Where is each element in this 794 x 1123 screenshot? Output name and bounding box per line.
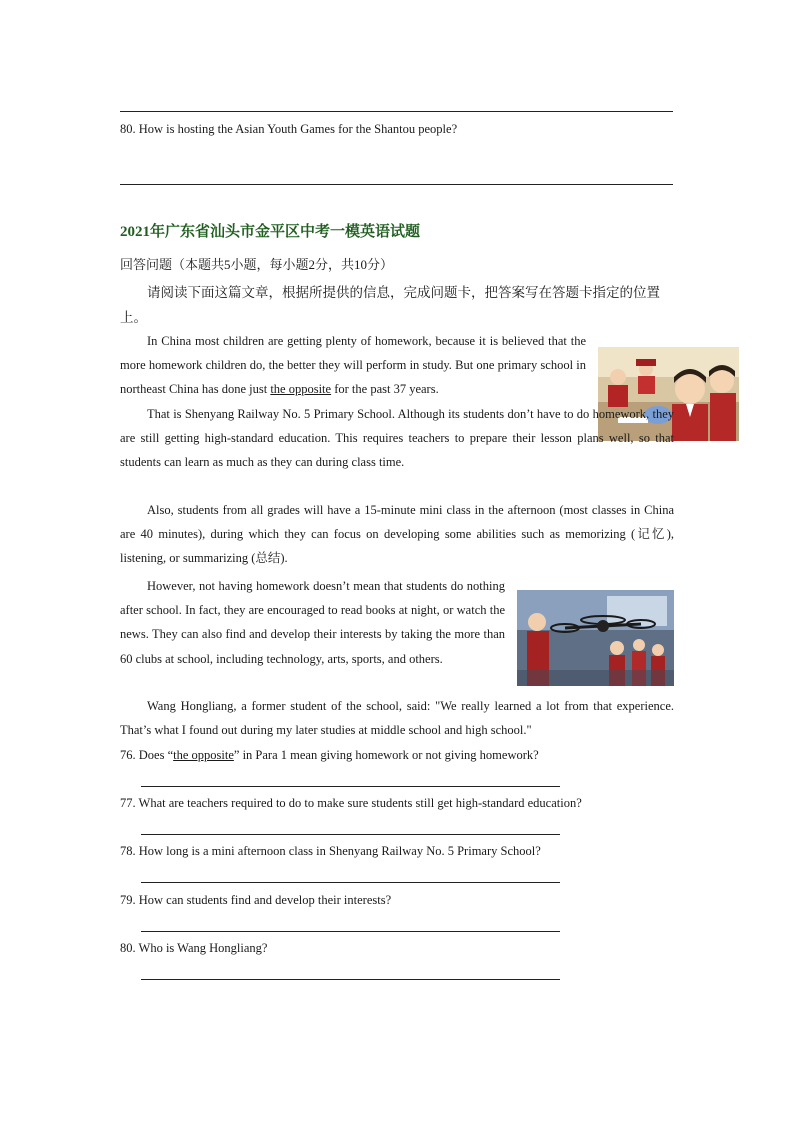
paragraph-1-text: In China most children are getting plenty of homework, because it is believed that the more homework children do, the better they will perform in study. But one primary school in northeast China has done just: [120, 334, 586, 397]
reading-intro: 请阅读下面这篇文章，根据所提供的信息，完成问题卡，把答案写在答题卡指定的位置上。: [120, 285, 660, 325]
answer-line-76[interactable]: [141, 786, 560, 787]
q76-start: 76. Does “: [120, 748, 174, 762]
paragraph-2-text: That is Shenyang Railway No. 5 Primary School. Although its students don’t have to do homework, they are still getting high-standard education. This requires teachers to prepare their lesson plans well, so that students can learn as much as they can during class time.: [120, 407, 674, 470]
answer-line-79[interactable]: [141, 931, 560, 932]
answer-line-78[interactable]: [141, 882, 560, 883]
question-80: 80. Who is Wang Hongliang?: [120, 941, 268, 955]
question-77: 77. What are teachers required to do to make sure students still get high-standard education?: [120, 796, 582, 810]
passage-paragraph-1: [120, 329, 586, 402]
question-80-prev: 80. How is hosting the Asian Youth Games for the Shantou people?: [120, 122, 458, 136]
question-78: 78. How long is a mini afternoon class in Shenyang Railway No. 5 Primary School?: [120, 844, 541, 858]
answer-line-77[interactable]: [141, 834, 560, 835]
drone-club-photo: [517, 590, 674, 686]
question-76: [120, 747, 539, 763]
underlined-phrase: the opposite: [270, 382, 332, 397]
paragraph-1-end: for the past 37 years.: [331, 382, 439, 397]
q76-underlined: the opposite: [173, 748, 234, 762]
paragraph-5-text: Wang Hongliang, a former student of the school, said: "We really learned a lot from that experience. That’s what I found out during my later studies at middle school and high school.": [120, 699, 674, 738]
passage-paragraph-4: [120, 574, 505, 671]
answer-line-80[interactable]: [141, 979, 560, 980]
exam-title: 2021年广东省汕头市金平区中考一模英语试题: [120, 224, 421, 240]
section-instructions: 回答问题（本题共5小题，每小题2分，共10分）: [120, 257, 394, 272]
passage-paragraph-3: [120, 498, 674, 571]
answer-line[interactable]: [120, 111, 673, 112]
answer-line[interactable]: [120, 184, 673, 185]
passage-paragraph-5: [120, 694, 674, 742]
q76-end: ” in Para 1 mean giving homework or not giving homework?: [233, 748, 539, 762]
paragraph-4-text: However, not having homework doesn’t mean that students do nothing after school. In fact, they are encouraged to read books at night, or watch the news. They can also find and develop their interests by taking the more than 60 clubs at school, including technology, arts, sports, and others.: [120, 579, 505, 666]
question-79: 79. How can students find and develop their interests?: [120, 893, 392, 907]
paragraph-3-text: Also, students from all grades will have a 15-minute mini class in the afternoon (most classes in China are 40 minutes), during which they can focus on developing some abilities such as memorizing (记忆), listening, or summarizing (总结).: [120, 503, 674, 566]
passage-paragraph-2: [120, 402, 674, 475]
